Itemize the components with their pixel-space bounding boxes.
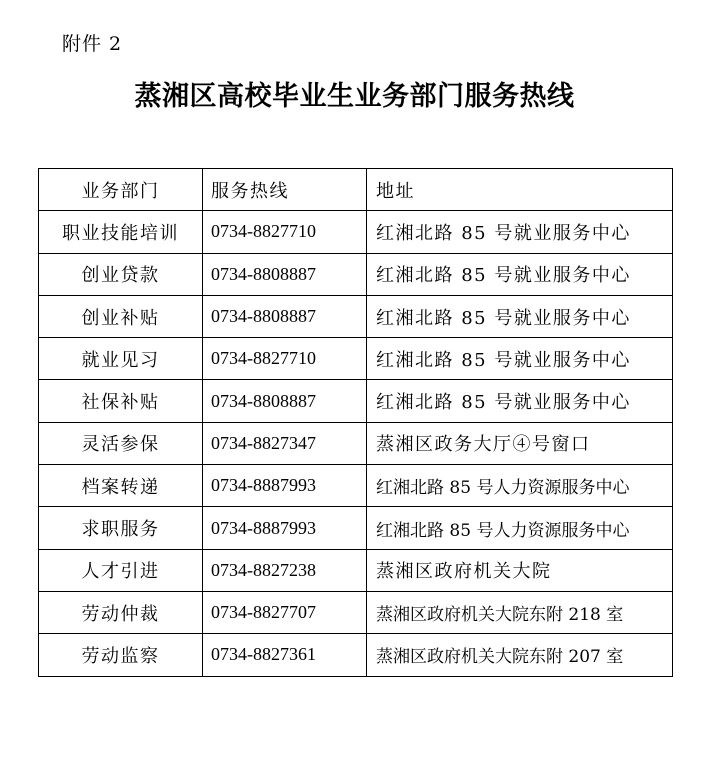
address-cell: 红湘北路 85 号就业服务中心 [367, 211, 673, 253]
header-address: 地址 [367, 169, 673, 211]
department-cell: 创业贷款 [39, 253, 203, 295]
address-cell: 红湘北路 85 号就业服务中心 [367, 380, 673, 422]
address-cell: 红湘北路 85 号人力资源服务中心 [367, 465, 673, 507]
table-row [39, 549, 673, 591]
header-department: 业务部门 [39, 169, 203, 211]
table-row [39, 591, 673, 633]
hotline-cell: 0734-8808887 [203, 380, 367, 422]
address-cell: 红湘北路 85 号就业服务中心 [367, 338, 673, 380]
attachment-label: 附件 2 [62, 33, 123, 55]
hotline-cell: 0734-8827710 [203, 338, 367, 380]
table-row [39, 422, 673, 464]
department-cell: 创业补贴 [39, 295, 203, 337]
hotline-cell: 0734-8827710 [203, 211, 367, 253]
hotline-cell: 0734-8827361 [203, 634, 367, 676]
department-cell: 求职服务 [39, 507, 203, 549]
address-cell: 蒸湘区政府机关大院东附 218 室 [367, 591, 673, 633]
table-row [39, 634, 673, 676]
hotline-cell: 0734-8887993 [203, 465, 367, 507]
address-cell: 蒸湘区政府机关大院 [367, 549, 673, 591]
hotline-cell: 0734-8887993 [203, 507, 367, 549]
hotline-cell: 0734-8808887 [203, 295, 367, 337]
document-title: 蒸湘区高校毕业生业务部门服务热线 [134, 81, 575, 112]
hotline-table [38, 168, 673, 677]
hotline-cell: 0734-8827347 [203, 422, 367, 464]
table-header-row [39, 169, 673, 211]
address-cell: 蒸湘区政府机关大院东附 207 室 [367, 634, 673, 676]
department-cell: 劳动仲裁 [39, 591, 203, 633]
table-row [39, 253, 673, 295]
hotline-cell: 0734-8808887 [203, 253, 367, 295]
table-row [39, 338, 673, 380]
department-cell: 劳动监察 [39, 634, 203, 676]
table-row [39, 507, 673, 549]
hotline-cell: 0734-8827238 [203, 549, 367, 591]
department-cell: 职业技能培训 [39, 211, 203, 253]
department-cell: 就业见习 [39, 338, 203, 380]
hotline-cell: 0734-8827707 [203, 591, 367, 633]
address-cell: 蒸湘区政务大厅④号窗口 [367, 422, 673, 464]
address-cell: 红湘北路 85 号就业服务中心 [367, 253, 673, 295]
table-row [39, 295, 673, 337]
department-cell: 档案转递 [39, 465, 203, 507]
table-row [39, 380, 673, 422]
address-cell: 红湘北路 85 号就业服务中心 [367, 295, 673, 337]
table-row [39, 465, 673, 507]
department-cell: 人才引进 [39, 549, 203, 591]
address-cell: 红湘北路 85 号人力资源服务中心 [367, 507, 673, 549]
department-cell: 社保补贴 [39, 380, 203, 422]
table-row [39, 211, 673, 253]
header-hotline: 服务热线 [203, 169, 367, 211]
department-cell: 灵活参保 [39, 422, 203, 464]
